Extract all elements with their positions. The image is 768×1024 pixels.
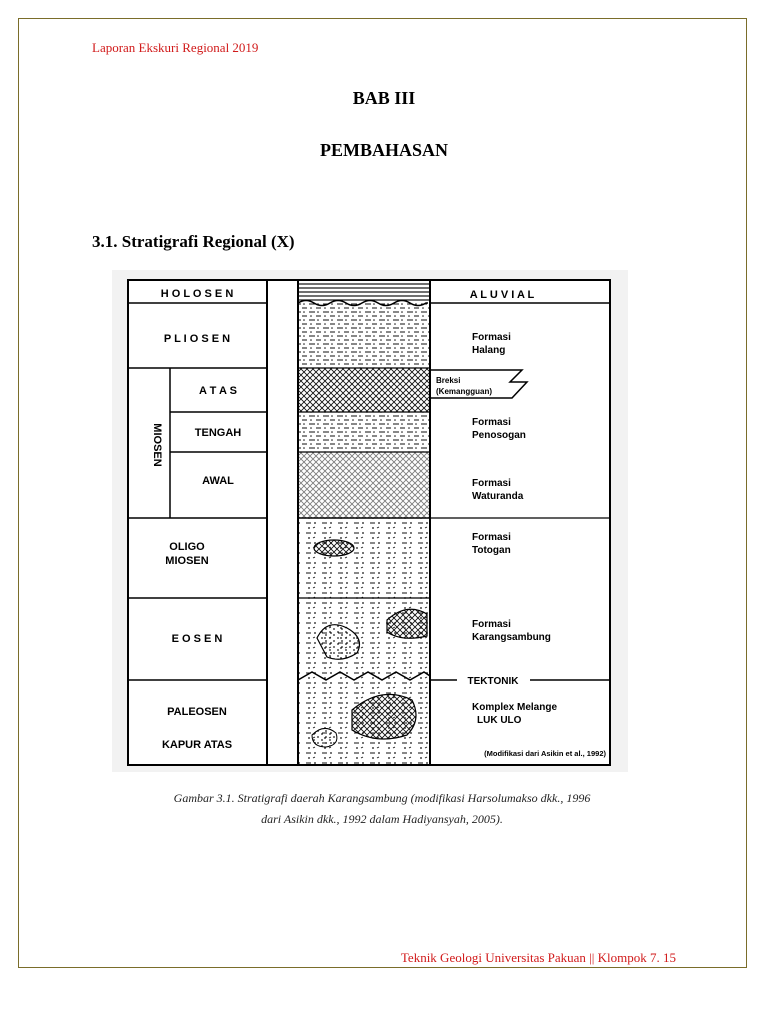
- epoch-miosen-atas: A T A S: [199, 385, 237, 397]
- section-heading: 3.1. Stratigrafi Regional (X): [92, 232, 295, 251]
- page-footer: Teknik Geologi Universitas Pakuan || Klompok 7. 15: [400, 950, 676, 965]
- epoch-miosen-tengah: TENGAH: [194, 427, 242, 439]
- epoch-oligo: OLIGO: [169, 541, 205, 553]
- epoch-paleosen: PALEOSEN: [167, 706, 227, 718]
- epoch-kapur-atas: KAPUR ATAS: [161, 739, 233, 751]
- running-header: Laporan Ekskuri Regional 2019: [92, 40, 259, 55]
- epoch-miosen-awal: AWAL: [202, 475, 234, 487]
- formation-waturanda-name: Waturanda: [472, 491, 524, 502]
- epoch-eosen: E O S E N: [171, 633, 223, 645]
- formation-karangsambung-name: Karangsambung: [472, 632, 551, 643]
- epoch-oligo-miosen: MIOSEN: [165, 555, 209, 567]
- stratigraphic-column: [112, 270, 628, 772]
- formation-totogan-name: Totogan: [472, 545, 511, 556]
- tektonik-label: TEKTONIK: [467, 676, 519, 687]
- formation-penosogan-label: Formasi: [472, 417, 511, 428]
- formation-breksi-label: Breksi: [436, 376, 461, 385]
- formation-melange-name: LUK ULO: [477, 715, 522, 726]
- formation-waturanda-label: Formasi: [472, 478, 511, 489]
- formation-halang-label: Formasi: [472, 332, 511, 343]
- figure-source-note: (Modifikasi dari Asikin et al., 1992): [484, 749, 606, 758]
- formation-breksi-name: (Kemangguan): [436, 387, 492, 396]
- formation-penosogan-name: Penosogan: [472, 430, 526, 441]
- epoch-miosen: MIOSEN: [151, 423, 163, 467]
- figure-caption-line-2: dari Asikin dkk., 1992 dalam Hadiyansyah, 2005).: [261, 812, 503, 826]
- chapter-number: BAB III: [352, 88, 416, 108]
- stratigraphy-figure: [112, 270, 628, 772]
- epoch-holosen: H O L O S E N: [160, 288, 234, 300]
- formation-totogan-label: Formasi: [472, 532, 511, 543]
- chapter-title: PEMBAHASAN: [319, 140, 448, 160]
- epoch-pliosen: P L I O S E N: [163, 333, 231, 345]
- formation-karangsambung-label: Formasi: [472, 619, 511, 630]
- formation-halang-name: Halang: [472, 345, 506, 356]
- formation-aluvial: A L U V I A L: [469, 289, 535, 301]
- formation-melange-label: Komplex Melange: [472, 702, 558, 713]
- figure-caption-line-1: Gambar 3.1. Stratigrafi daerah Karangsambung (modifikasi Harsolumakso dkk., 1996: [173, 791, 591, 805]
